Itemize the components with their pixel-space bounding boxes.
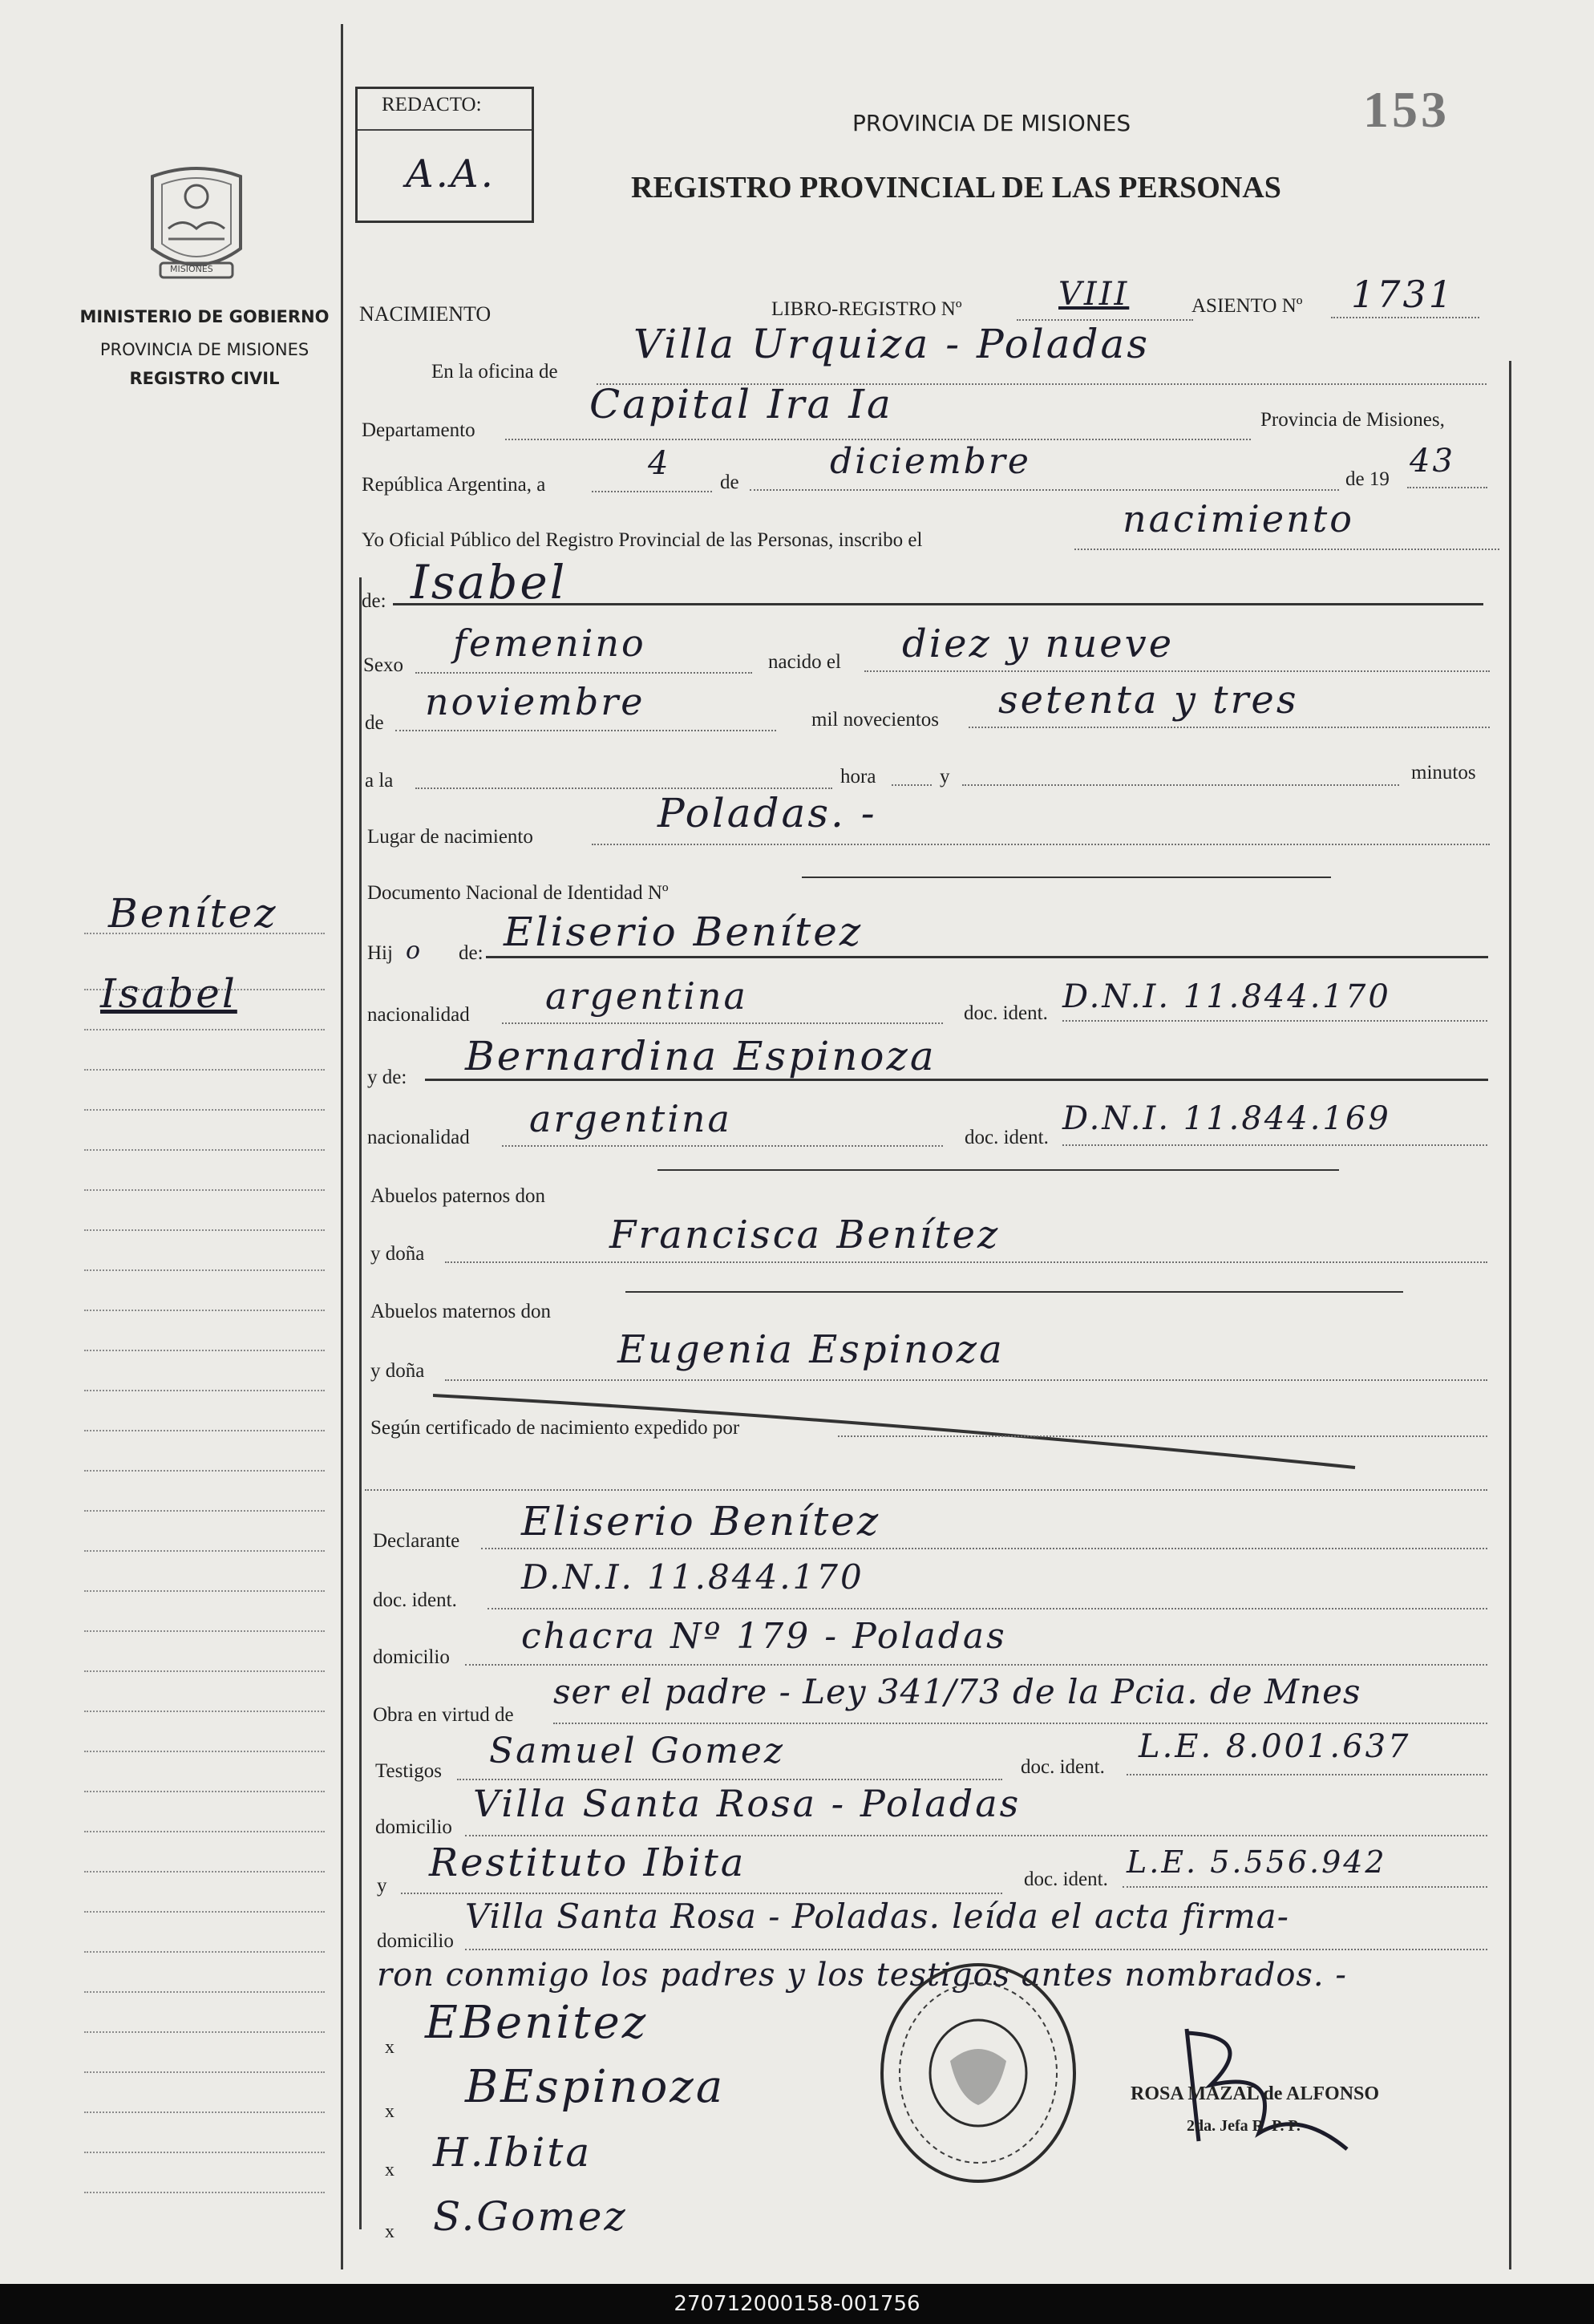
value-obra: ser el padre - Ley 341/73 de la Pcia. de Mnes bbox=[553, 1672, 1361, 1711]
provincia-heading: PROVINCIA DE MISIONES bbox=[852, 110, 1131, 136]
label-abuelos-paternos: Abuelos paternos don bbox=[370, 1185, 546, 1207]
label-minutos: minutos bbox=[1411, 762, 1476, 783]
value-madre: Bernardina Espinoza bbox=[465, 1033, 937, 1079]
value-libro: VIII bbox=[1058, 276, 1130, 313]
value-madre-doc: D.N.I. 11.844.169 bbox=[1062, 1100, 1391, 1137]
label-doc-ident-testigo1: doc. ident. bbox=[1021, 1756, 1105, 1778]
label-asiento: ASIENTO Nº bbox=[1191, 295, 1303, 317]
signature-x-3: x bbox=[385, 2160, 394, 2180]
value-cierre: ron conmigo los padres y los testigos antes nombrados. - bbox=[377, 1957, 1347, 1994]
label-nacionalidad-padre: nacionalidad bbox=[367, 1004, 470, 1026]
ministry-line-2: PROVINCIA DE MISIONES bbox=[99, 340, 309, 359]
label-y-dona-materna: y doña bbox=[370, 1360, 425, 1382]
label-segun-certificado: Según certificado de nacimiento expedido por bbox=[370, 1417, 740, 1439]
label-de-nombre: de: bbox=[362, 590, 386, 612]
label-hijo-de: de: bbox=[459, 942, 483, 964]
value-hijo-letter: o bbox=[406, 937, 423, 965]
redacto-label: REDACTO: bbox=[382, 94, 482, 115]
value-sexo: femenino bbox=[453, 621, 646, 665]
label-doc-ident-testigo2: doc. ident. bbox=[1024, 1869, 1108, 1890]
signature-x-1: x bbox=[385, 2037, 394, 2058]
label-domicilio-declarante: domicilio bbox=[373, 1646, 450, 1668]
abuelos-paternos-line bbox=[657, 1169, 1339, 1171]
label-doc-ident-declarante: doc. ident. bbox=[373, 1589, 457, 1611]
value-declarante-doc: D.N.I. 11.844.170 bbox=[521, 1557, 864, 1597]
label-doc-ident-madre: doc. ident. bbox=[965, 1127, 1049, 1148]
value-abuela-paterna: Francisca Benítez bbox=[609, 1213, 1001, 1257]
form-inner-line bbox=[359, 577, 362, 2229]
label-oficina: En la oficina de bbox=[431, 361, 558, 383]
value-anio: 43 bbox=[1410, 443, 1455, 480]
label-republica: República Argentina, a bbox=[362, 474, 546, 496]
value-testigo2-doc: L.E. 5.556.942 bbox=[1127, 1844, 1387, 1880]
signature-testigo2: H.Ibita bbox=[433, 2129, 593, 2176]
label-domicilio-testigo2: domicilio bbox=[377, 1930, 454, 1952]
footer-code: 270712000158-001756 bbox=[0, 2284, 1594, 2324]
signature-testigo1: S.Gomez bbox=[433, 2193, 628, 2240]
label-de-mes: de bbox=[720, 472, 739, 493]
dni-line bbox=[802, 877, 1331, 878]
label-dni: Documento Nacional de Identidad Nº bbox=[367, 882, 669, 904]
value-padre-nacionalidad: argentina bbox=[545, 974, 748, 1018]
value-mes: diciembre bbox=[830, 441, 1031, 482]
label-y-testigo2: y bbox=[377, 1875, 387, 1897]
label-sexo: Sexo bbox=[363, 654, 403, 676]
label-abuelos-maternos: Abuelos maternos don bbox=[370, 1301, 551, 1322]
label-hora: hora bbox=[840, 766, 876, 787]
officer-title: 2da. Jefa R. P. P. bbox=[1187, 2117, 1301, 2135]
value-nacido-dia: diez y nueve bbox=[902, 621, 1175, 666]
label-nacimiento: NACIMIENTO bbox=[359, 302, 492, 326]
value-dia: 4 bbox=[648, 445, 671, 482]
ministry-line-3: REGISTRO CIVIL bbox=[129, 369, 280, 388]
label-lugar: Lugar de nacimiento bbox=[367, 826, 533, 848]
value-nacido-anio: setenta y tres bbox=[998, 678, 1299, 723]
label-y-de: y de: bbox=[367, 1067, 407, 1088]
seal-label: MISIONES bbox=[170, 264, 213, 274]
signature-padre: EBenitez bbox=[425, 1997, 649, 2049]
label-doc-ident-padre: doc. ident. bbox=[964, 1002, 1048, 1024]
signature-x-4: x bbox=[385, 2221, 394, 2242]
label-obra: Obra en virtud de bbox=[373, 1704, 514, 1726]
value-testigo1: Samuel Gomez bbox=[489, 1731, 786, 1771]
value-testigo1-doc: L.E. 8.001.637 bbox=[1139, 1728, 1411, 1765]
left-border-line bbox=[341, 24, 343, 2269]
label-domicilio-testigo1: domicilio bbox=[375, 1816, 452, 1838]
label-testigos: Testigos bbox=[375, 1760, 442, 1782]
ministry-line-1: MINISTERIO DE GOBIERNO bbox=[79, 307, 330, 326]
label-de-19: de 19 bbox=[1345, 468, 1390, 490]
value-declarante: Eliserio Benítez bbox=[521, 1498, 881, 1545]
right-border-line bbox=[1509, 361, 1511, 2269]
label-nacido-el: nacido el bbox=[768, 651, 841, 673]
label-y-min: y bbox=[940, 766, 950, 787]
value-testigo1-domicilio: Villa Santa Rosa - Poladas bbox=[473, 1782, 1022, 1825]
label-libro: LIBRO-REGISTRO Nº bbox=[771, 298, 962, 320]
page-number: 153 bbox=[1363, 81, 1450, 138]
label-provincia-misiones: Provincia de Misiones, bbox=[1260, 409, 1445, 431]
redacto-value: A.A. bbox=[406, 152, 496, 196]
value-padre: Eliserio Benítez bbox=[504, 909, 864, 955]
label-yo-oficial: Yo Oficial Público del Registro Provincial de las Personas, inscribo el bbox=[362, 529, 923, 551]
value-testigo2-domicilio: Villa Santa Rosa - Poladas. leída el acta firma- bbox=[465, 1897, 1289, 1936]
redacto-divider bbox=[358, 129, 532, 131]
label-mil-novecientos: mil novecientos bbox=[811, 709, 939, 731]
label-departamento: Departamento bbox=[362, 419, 475, 441]
value-asiento: 1731 bbox=[1351, 273, 1455, 316]
value-inscribo: nacimiento bbox=[1123, 497, 1354, 541]
registry-title: REGISTRO PROVINCIAL DE LAS PERSONAS bbox=[631, 171, 1281, 204]
signature-x-2: x bbox=[385, 2101, 394, 2122]
value-declarante-domicilio: chacra Nº 179 - Poladas bbox=[521, 1616, 1007, 1657]
label-a-la: a la bbox=[365, 770, 394, 792]
value-lugar: Poladas. - bbox=[657, 790, 877, 836]
value-departamento: Capital Ira Ia bbox=[589, 381, 893, 427]
margin-name: Isabel bbox=[100, 970, 237, 1017]
label-declarante: Declarante bbox=[373, 1530, 460, 1552]
official-stamp-icon bbox=[874, 1957, 1082, 2189]
abuelos-maternos-line bbox=[625, 1291, 1403, 1293]
signature-madre: BEspinoza bbox=[465, 2061, 726, 2113]
label-y-dona-paterna: y doña bbox=[370, 1243, 425, 1265]
value-nombre: Isabel bbox=[411, 555, 568, 609]
value-abuela-materna: Eugenia Espinoza bbox=[617, 1327, 1005, 1372]
label-de-nacido-mes: de bbox=[365, 712, 384, 734]
officer-name: ROSA MAZAL de ALFONSO bbox=[1131, 2083, 1380, 2104]
redacto-box bbox=[355, 87, 534, 223]
value-oficina: Villa Urquiza - Poladas bbox=[633, 321, 1150, 367]
padre-underline bbox=[486, 956, 1488, 958]
value-padre-doc: D.N.I. 11.844.170 bbox=[1062, 978, 1391, 1015]
label-hijo: Hij bbox=[367, 942, 393, 964]
label-nacionalidad-madre: nacionalidad bbox=[367, 1127, 470, 1148]
value-madre-nacionalidad: argentina bbox=[529, 1097, 732, 1140]
value-testigo2: Restituto Ibita bbox=[429, 1840, 746, 1885]
margin-surname: Benítez bbox=[108, 890, 278, 937]
value-nacido-mes: noviembre bbox=[425, 680, 645, 723]
